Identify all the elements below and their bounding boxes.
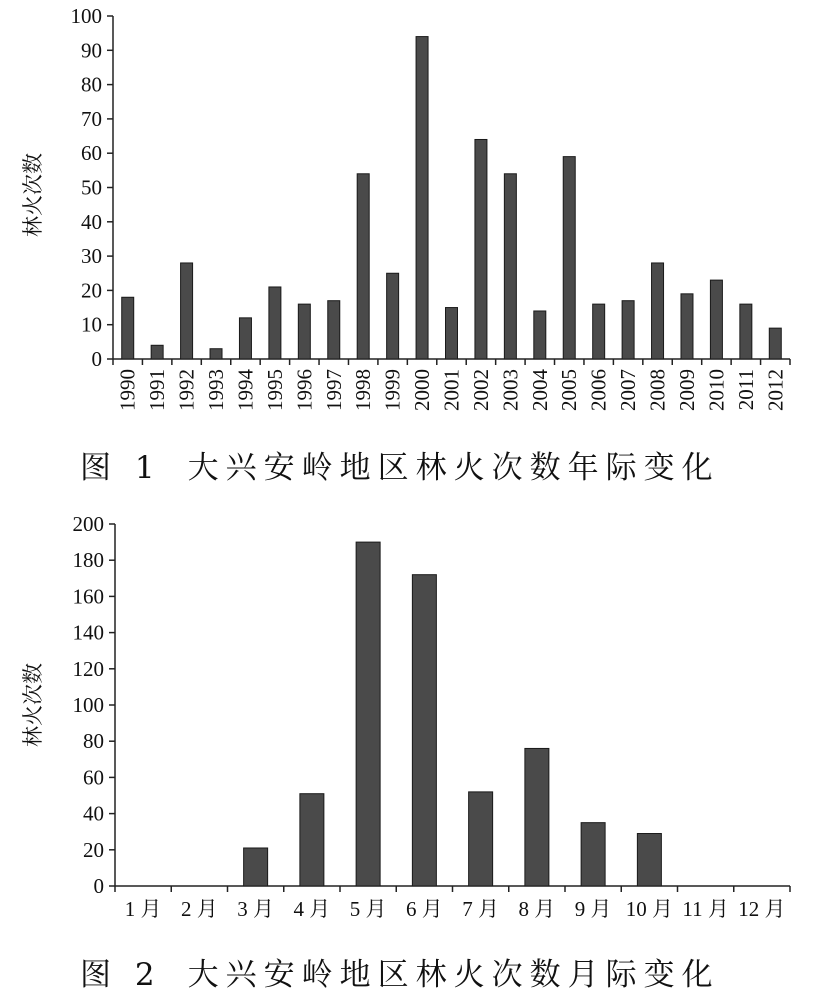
bar: [534, 311, 546, 359]
y-tick-label: 0: [91, 347, 102, 371]
x-tick-label: 2000: [410, 369, 435, 411]
bar: [563, 157, 575, 359]
x-tick-label: 9 月: [574, 897, 612, 921]
x-tick-label: 1990: [115, 369, 140, 411]
y-tick-label: 10: [81, 312, 102, 337]
y-tick-label: 180: [72, 548, 104, 573]
chart-yearly-fires: [21, 4, 790, 411]
bar: [475, 139, 487, 359]
x-tick-label: 2004: [527, 369, 552, 411]
x-tick-label: 2 月: [181, 897, 218, 921]
bar: [239, 318, 251, 359]
x-tick-label: 2007: [616, 369, 641, 411]
bar: [769, 328, 781, 359]
x-tick-label: 4 月: [293, 897, 331, 921]
bar: [387, 273, 399, 359]
figure-1-caption: [80, 450, 720, 486]
bar: [525, 748, 549, 886]
bar: [740, 304, 752, 359]
x-tick-label: 1997: [321, 369, 346, 411]
y-tick-label: 120: [72, 656, 104, 681]
bar: [593, 304, 605, 359]
y-tick-label: 80: [83, 729, 104, 754]
bar: [446, 308, 458, 359]
bar: [681, 294, 693, 359]
chart-monthly-fires: [21, 512, 790, 921]
x-tick-label: 1992: [174, 369, 199, 411]
bar: [622, 301, 634, 359]
y-tick-label: 20: [83, 837, 104, 862]
bar: [269, 287, 281, 359]
bar: [122, 297, 134, 359]
x-tick-label: 1996: [292, 369, 317, 411]
bar: [356, 542, 380, 886]
x-tick-label: 1991: [145, 369, 170, 411]
x-tick-label: 12 月: [738, 897, 786, 921]
x-tick-label: 1998: [351, 369, 376, 411]
y-tick-label: 50: [81, 175, 102, 200]
y-axis-label: 林火次数: [21, 663, 45, 747]
x-tick-label: 2009: [674, 369, 699, 411]
x-tick-label: 8 月: [518, 897, 556, 921]
x-tick-label: 3 月: [237, 897, 274, 921]
figure-2-title: 大兴安岭地区林火次数月际变化: [187, 957, 720, 993]
x-tick-label: 11 月: [682, 897, 729, 921]
bar: [652, 263, 664, 359]
x-tick-label: 10 月: [625, 897, 673, 921]
y-tick-label: 0: [93, 874, 104, 898]
y-tick-label: 80: [81, 72, 102, 97]
y-tick-label: 200: [72, 512, 104, 536]
x-tick-label: 2012: [763, 369, 788, 411]
figure-1-title: 大兴安岭地区林火次数年际变化: [187, 450, 720, 486]
bar: [300, 794, 324, 886]
x-tick-label: 2011: [733, 369, 758, 411]
y-axis-label: 林火次数: [21, 153, 45, 237]
x-tick-label: 1995: [262, 369, 287, 411]
x-tick-label: 6 月: [406, 897, 443, 921]
x-tick-label: 2008: [645, 369, 670, 411]
x-tick-label: 1999: [380, 369, 405, 411]
bar: [151, 345, 163, 359]
y-tick-label: 140: [72, 620, 104, 645]
y-tick-label: 90: [81, 38, 102, 63]
bar: [244, 848, 268, 886]
x-tick-label: 2001: [439, 369, 464, 411]
x-tick-label: 2003: [498, 369, 523, 411]
x-tick-label: 1993: [204, 369, 229, 411]
bar: [298, 304, 310, 359]
x-tick-label: 7 月: [462, 897, 499, 921]
bar: [581, 823, 605, 886]
figure-1-number: 图 1: [80, 450, 162, 486]
y-tick-label: 40: [83, 801, 104, 826]
y-tick-label: 60: [83, 765, 104, 790]
bar: [504, 174, 516, 359]
bar: [181, 263, 193, 359]
bar: [210, 349, 222, 359]
x-tick-label: 5 月: [349, 897, 387, 921]
bar: [637, 834, 661, 886]
bar: [357, 174, 369, 359]
y-tick-label: 70: [81, 106, 102, 131]
y-tick-label: 20: [81, 278, 102, 303]
bar: [328, 301, 340, 359]
x-tick-label: 2010: [704, 369, 729, 411]
bar: [710, 280, 722, 359]
x-tick-label: 2006: [586, 369, 611, 411]
x-tick-label: 1994: [233, 369, 258, 411]
bar: [416, 37, 428, 359]
y-tick-label: 30: [81, 244, 102, 269]
bar: [412, 575, 436, 886]
y-tick-label: 40: [81, 209, 102, 234]
x-tick-label: 1 月: [124, 897, 162, 921]
y-tick-label: 160: [72, 584, 104, 609]
x-tick-label: 2005: [557, 369, 582, 411]
y-tick-label: 100: [70, 4, 102, 28]
x-tick-label: 2002: [468, 369, 493, 411]
y-tick-label: 100: [72, 693, 104, 717]
figure-2-caption: [80, 957, 720, 993]
y-tick-label: 60: [81, 141, 102, 166]
bar: [469, 792, 493, 886]
figure-2-number: 图 2: [80, 957, 162, 993]
